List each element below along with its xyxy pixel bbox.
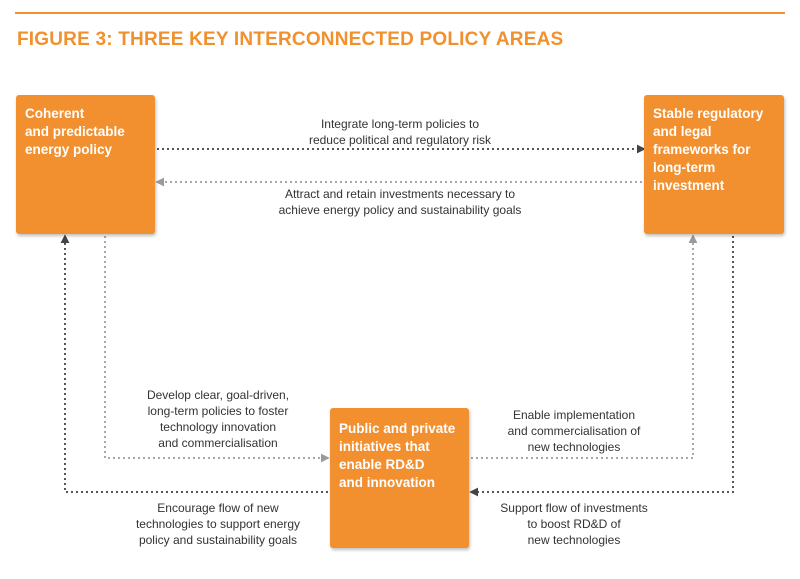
label-support-flow: Support flow of investments to boost RD&D of new technologies — [500, 501, 648, 547]
box-public-private-initiatives: Public and private initiatives that enable RD&D and innovation — [330, 408, 469, 548]
box-coherent-energy-policy: Coherent and predictable energy policy — [16, 95, 155, 234]
box-stable-regulatory-frameworks: Stable regulatory and legal frameworks for long-term investment — [644, 95, 784, 234]
label-attract-investments: Attract and retain investments necessary to achieve energy policy and sustainability goals — [278, 187, 522, 217]
label-develop-policies: Develop clear, goal-driven, long-term policies to foster technology innovation and commercialisation — [146, 388, 290, 450]
label-integrate-policies: Integrate long-term policies to reduce political and regulatory risk — [308, 117, 492, 147]
figure-title: FIGURE 3: THREE KEY INTERCONNECTED POLICY AREAS — [17, 29, 564, 50]
arrow-center-to-left — [65, 236, 328, 492]
label-encourage-flow: Encourage flow of new technologies to support energy policy and sustainability goals — [135, 501, 301, 547]
label-enable-implementation: Enable implementation and commercialisation of new technologies — [507, 408, 641, 454]
